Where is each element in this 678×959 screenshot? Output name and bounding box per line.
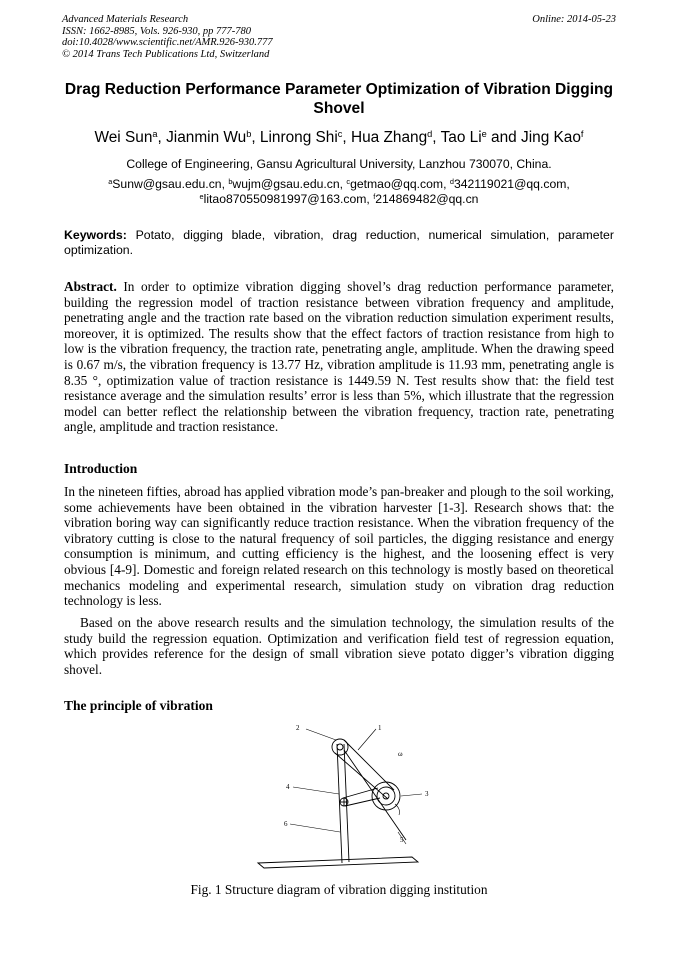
introduction-paragraph-2: Based on the above research results and the simulation technology, the simulation results of the study build the regression equation. Optimization and verification field test of regression equation, which provides reference for the design of small vibration sieve potato digger’s vibration digging shovel. [64,615,614,677]
journal-name: Advanced Materials Research [62,14,189,25]
vibration-digging-structure-figure [248,720,438,878]
email-mark: b [228,176,233,186]
author-name: Linrong Shi [259,129,338,146]
email-address[interactable]: getmao@qq.com [350,177,444,191]
email-mark: a [108,176,113,186]
doi-line: doi:10.4028/www.scientific.net/AMR.926-930.777 [62,37,273,49]
fig-label-1: 1 [378,724,382,732]
upper-pivot-inner [337,744,343,750]
email-address[interactable]: 342119021@qq.com [453,177,567,191]
fig-label-omega: ω [398,750,403,758]
fig-label-2: 2 [296,724,300,732]
email-mark: d [449,176,454,186]
email-address[interactable]: litao870550981997@163.com [203,192,367,206]
fig-label-4: 4 [286,783,290,791]
email-list: $^a$Sunw@gsau.edu.cn, $^b$wujm@gsau.edu.cn, $^c$getmao@qq.com, $^d$342119021@qq.com, $^e$litao870550981997@163.com, $^f$214869482@qq.cn [108,176,570,206]
fig-label-5: 5 [400,836,404,844]
email-address[interactable]: Sunw@gsau.edu.cn [112,177,222,191]
principle-heading: The principle of vibration [64,698,213,713]
author-list: Wei Sun$^a$, Jianmin Wu$^b$, Linrong Shi$^c$, Hua Zhang$^d$, Tao Li$^e$ and Jing Kao$^f$ [94,128,584,146]
author-name: Hua Zhang [350,129,428,146]
email-mark: c [346,176,351,186]
online-date: Online: 2014-05-23 [532,14,616,25]
email-address[interactable]: wujm@gsau.edu.cn [232,177,340,191]
figure-caption: Fig. 1 Structure diagram of vibration digging institution [190,882,488,897]
shovel-base-plate [258,857,418,868]
email-mark: f [373,191,376,201]
support-rod-left [337,744,342,863]
fig-label-6: 6 [284,820,288,828]
keywords-label: Keywords: [64,228,127,242]
author-affiliation-mark: a [152,128,158,139]
keywords-text: Potato, digging blade, vibration, drag reduction, numerical simulation, parameter optimization. [64,228,614,257]
affiliation: College of Engineering, Gansu Agricultural University, Lanzhou 730070, China. [126,157,552,171]
journal-header [62,14,482,60]
author-affiliation-mark: b [246,128,252,139]
email-mark: e [199,191,204,201]
email-address[interactable]: 214869482@qq.cn [375,192,479,206]
fig-label-3: 3 [425,790,429,798]
introduction-heading: Introduction [64,461,138,476]
copyright-line: © 2014 Trans Tech Publications Ltd, Switzerland [62,48,270,60]
author-affiliation-mark: d [427,128,433,139]
author-affiliation-mark: c [337,128,343,139]
introduction-paragraph-1: In the nineteen fifties, abroad has applied vibration mode’s pan-breaker and plough to the soil working, some achievements have been obtained in the vibration harvester [1-3]. Research shows that: the vibration boring way can significantly reduce traction resistance. When the vibration frequency of the vibratory cutting is close to the natural frequency of soil particles, the digging resistance and energy consumption is minimum, and cutting efficiency is the highest, and the loosening effect is very obvious [4-9]. Domestic and foreign related research on this technology is mostly based on theoretical mechanics modeling and experimental research, simulation study on vibration drag reduction technology is less. [64,484,614,609]
abstract-label: Abstract. [64,279,117,294]
keywords-paragraph [64,228,614,258]
abstract-paragraph [64,279,614,435]
author-name: Wei Sun [94,129,153,146]
paper-title: Drag Reduction Performance Parameter Optimization of Vibration Digging Shovel [64,81,614,117]
author-affiliation-mark: f [580,128,584,139]
issn-line: ISSN: 1662-8985, Vols. 926-930, pp 777-780 [62,25,251,37]
author-name: Jianmin Wu [166,129,247,146]
author-affiliation-mark: e [481,128,487,139]
abstract-text: In order to optimize vibration digging shovel’s drag reduction performance parameter, building the regression model of traction resistance between vibration frequency and amplitude, penetrating angle and the traction rate based on the vibration reduction simulation experiment results, moreover, it is optimized. The results show that the effect factors of traction resistance from high to low is the vibration frequency, the traction rate, penetrating angle, amplitude. When the drawing speed is 0.67 m/s, the vibration frequency is 13.77 Hz, vibration amplitude is 11.93 mm, penetrating angle is 8.35 °, optimization value of traction resistance is 1449.59 N. Test results show that: the field test resistance average and the simulation results’ error is less than 5%, which illustrate that the regression model can better reflect the relationship between the vibration frequency, traction rate, penetrating angle, amplitude and traction resistance. [64,279,614,435]
author-name: Jing Kao [521,129,581,146]
author-name: Tao Li [440,129,482,146]
